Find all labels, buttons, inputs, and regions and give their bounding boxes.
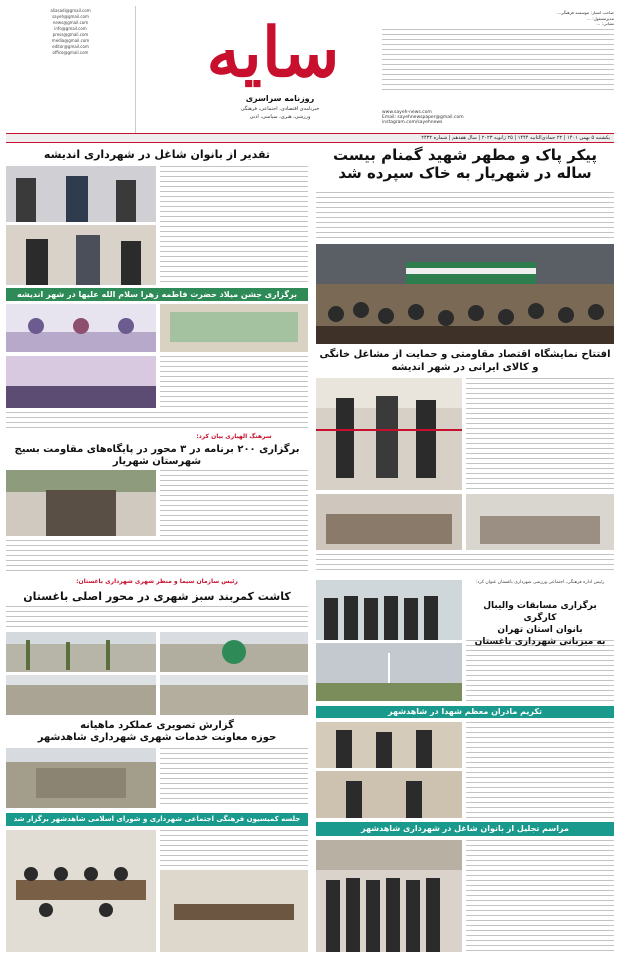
website-link[interactable]: www.sayeh-news.com [382, 110, 432, 115]
basij-kicker: سرهنگ الهیاری بیان کرد: [160, 432, 308, 442]
sports-headline-2: بانوان استان تهران [497, 625, 583, 635]
mothers-text [466, 722, 614, 818]
band-mothers: تکریم مادران معظم شهدا در شاهدشهر [316, 706, 614, 718]
women-text [160, 166, 308, 286]
report-photo-1 [6, 748, 156, 808]
celebration-photo-3 [6, 356, 156, 408]
honoring-text [466, 840, 614, 952]
exhibition-photo-main [316, 378, 462, 490]
trees-photo-3 [6, 675, 156, 715]
contact-block [382, 110, 614, 125]
mothers-photo-1 [316, 722, 462, 768]
report-text [160, 748, 308, 808]
paper-type: روزنامه سراسری [245, 94, 315, 103]
celebration-text-2 [6, 412, 308, 430]
emails-column [6, 6, 136, 141]
slogan-2: ورزشی، هنری، سیاسی، ادبی [249, 114, 311, 120]
info-address: نشانی: ... [596, 21, 614, 27]
women-photo-1 [6, 166, 156, 222]
headline-report [6, 720, 308, 744]
exhibition-text-2 [316, 554, 614, 574]
sports-photo-2 [316, 643, 462, 701]
report-headline-2: حوزه معاونت خدمات شهری شهرداری شاهدشهر [37, 732, 277, 743]
email-link[interactable]: Email: sayehnewspaper@gmail.com [382, 115, 464, 120]
headline-basij: برگزاری ۲۰۰ برنامه در ۳ محور در پایگاه‌های مقاومت بسیج شهرستان شهریار [14, 444, 300, 467]
email-item: sayeh@gmail.com [52, 14, 89, 19]
trees-photo-2 [160, 632, 308, 672]
info-owner: صاحب امتیاز: موسسه فرهنگی... [556, 10, 614, 15]
band-honoring: مراسم تجلیل از بانوان شاغل در شهرداری شاهدشهر [316, 822, 614, 836]
info-editor: مدیرمسئول: ... [586, 15, 614, 21]
basij-text-1 [160, 470, 308, 536]
trees-text [6, 606, 308, 630]
exhibition-text [466, 378, 614, 490]
trees-photo-4 [160, 675, 308, 715]
commission-text [160, 830, 308, 866]
trees-kicker: رئیس سازمان سیما و منظر شهری شهرداری باغستان: [6, 577, 308, 587]
email-item: office@gmail.com [52, 50, 89, 55]
report-headline-1: گزارش تصویری عملکرد ماهیانه [80, 720, 234, 731]
women-photo-2 [6, 225, 156, 285]
headline-trees: کاشت کمربند سبز شهری در محور اصلی باغستان [23, 590, 291, 603]
email-item: info@gmail.com [54, 26, 87, 31]
band-commission: جلسه کمیسیون فرهنگی اجتماعی شهرداری و شورای اسلامی شاهدشهر برگزار شد [6, 813, 308, 826]
email-item: media@gmail.com [51, 38, 90, 43]
basij-photo [6, 470, 156, 536]
commission-photo [6, 830, 156, 952]
mothers-photo-2 [316, 771, 462, 818]
headline-martyr: پیکر پاک و مطهر شهید گمنام بیست ساله در شهریار به خاک سپرده شد [332, 146, 598, 182]
honoring-photo [316, 840, 462, 952]
basij-text-2 [6, 540, 308, 574]
sports-headline-3: به میزبانی شهرداری باغستان [474, 637, 606, 647]
email-item: news@gmail.com [52, 20, 89, 25]
celebration-photo-1 [6, 304, 156, 352]
email-item: aliasadi@gmail.com [50, 8, 91, 13]
email-item: press@gmail.com [52, 32, 89, 37]
slogan-1: خبرنامه‌ی اقتصادی، اجتماعی، فرهنگی [240, 106, 320, 112]
celebration-photo-2 [160, 304, 308, 352]
date-line: یکشنبه ۵ بهمن ۱۴۰۱ | ۲۲ جمادی‌الثانیه ۱۴۴۴ | ۲۵ ژانویه ۲۰۲۳ | سال هفدهم | شماره ۲۴۳۲ [6, 133, 614, 143]
sports-photo-1 [316, 580, 462, 640]
martyr-text [316, 192, 614, 242]
sports-kicker: رئیس اداره فرهنگی، اجتماعی ورزشی شهرداری باغستان عنوان کرد: [475, 580, 605, 585]
band-fatemeh: برگزاری جشن میلاد حضرت فاطمه زهرا سلام الله علیها در شهر اندیشه [6, 288, 308, 301]
email-item: editor@gmail.com [52, 44, 89, 49]
martyr-photo [316, 244, 614, 344]
exhibition-photo-2 [316, 494, 462, 550]
exhibition-photo-3 [466, 494, 614, 550]
instagram-link[interactable]: instagram.com/sayehnews [382, 120, 443, 125]
headline-women: تقدیر از بانوان شاغل در شهرداری اندیشه [43, 148, 271, 161]
celebration-text-1 [160, 356, 308, 408]
commission-photo-2 [160, 870, 308, 952]
trees-photo-1 [6, 632, 156, 672]
headline-exhibition: افتتاح نمایشگاه اقتصاد مقاومتی و حمایت از مشاغل خانگی و کالای ایرانی در شهر اندیشه [319, 349, 611, 373]
info-box [382, 10, 614, 110]
masthead-logo: سایه [206, 13, 340, 93]
sports-text [466, 640, 614, 702]
sports-headline-1: برگزاری مسابقات والیبال کارگری [483, 601, 597, 623]
